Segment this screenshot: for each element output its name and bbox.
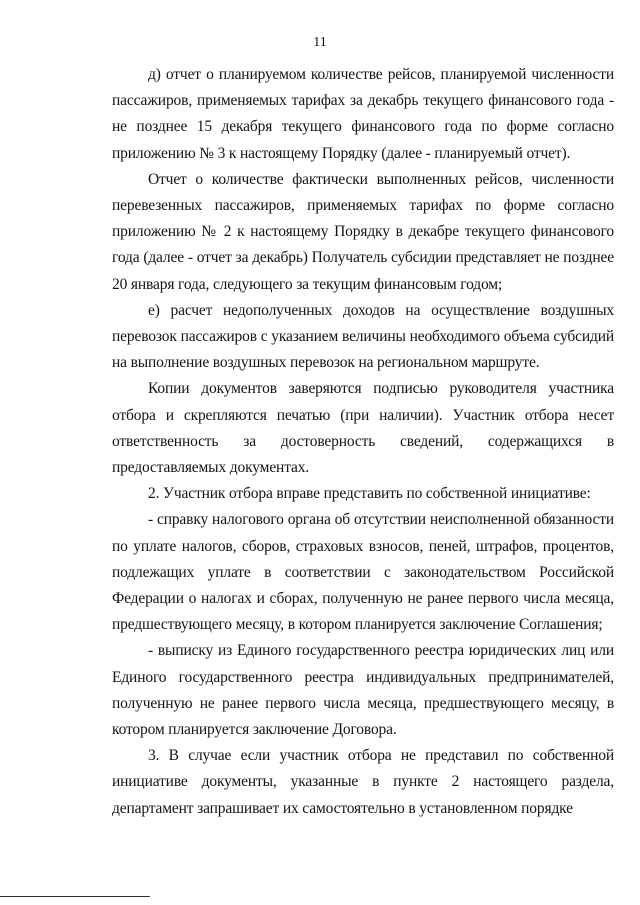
paragraph-section-3: 3. В случае если участник отбора не представил по собственной инициативе документы, указанные в пункте 2 настоящего раздела, департамент запрашивает их самостоятельно в установленном порядке — [112, 747, 614, 817]
page-number: 11 — [313, 35, 327, 50]
paragraph-december-report: Отчет о количестве фактически выполненных рейсов, численности перевезенных пассажиров, применяемых тарифах по форме согласно приложению № 2 к настоящему Порядку в декабре текущего финансового года (далее - отчет за декабрь) Получатель субсидии представляет не позднее 20 января года, следующего за текущим финансовым годом; — [112, 170, 614, 293]
paragraph-registry-extract: - выписку из Единого государственного реестра юридических лиц или Единого государственного реестра индивидуальных предпринимателей, полученную не ранее первого числа месяца, предшествующего месяцу, в котором планируется заключение Договора. — [112, 642, 614, 739]
document-body — [112, 62, 614, 822]
paragraph-section-2-intro: 2. Участник отбора вправе представить по собственной инициативе: — [148, 485, 591, 503]
paragraph-tax-certificate: - справку налогового органа об отсутствии неисполненной обязанности по уплате налогов, сборов, страховых взносов, пеней, штрафов, процентов, подлежащих уплате в соответствии с законодательством Российской Федерации о налогах и сборах, полученную не ранее первого числа месяца, предшествующего месяцу, в котором планируется заключение Соглашения; — [112, 511, 614, 634]
paragraph-item-e-lost-income-calculation: е) расчет недополученных доходов на осуществление воздушных перевозок пассажиров с указанием величины необходимого объема субсидий на выполнение воздушных перевозок на региональном маршруте. — [112, 301, 614, 372]
paragraph-document-copies: Копии документов заверяются подписью руководителя участника отбора и скрепляются печатью (при наличии). Участник отбора несет ответственность за достоверность сведений, содержащихся в предоставляемых документах. — [112, 380, 614, 477]
paragraph-item-d-planned-report: д) отчет о планируемом количестве рейсов, планируемой численности пассажиров, применяемых тарифах за декабрь текущего финансового года - не позднее 15 декабря текущего финансового года по форме согласно приложению № 3 к настоящему Порядку (далее - планируемый отчет). — [112, 66, 614, 162]
footnote-divider — [0, 896, 150, 897]
